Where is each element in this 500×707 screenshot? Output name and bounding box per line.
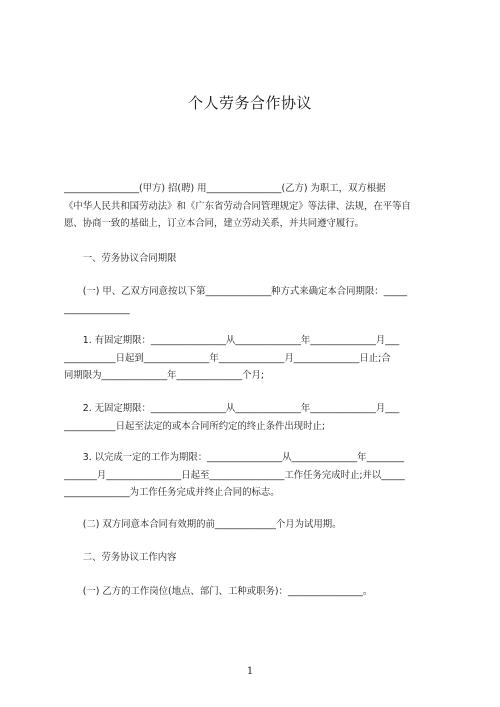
text-line: 1. 有固定期限：________________从______________年______________月___	[64, 335, 400, 346]
document-title: 个人劳务合作协议	[187, 94, 312, 112]
text-line: ___________日起到______________年______________月______________日止;合	[64, 352, 391, 364]
text-line: ______________	[64, 303, 130, 315]
text-line: ________________(甲方) 招(聘) 用________________(乙方) 为职工，双方根据	[64, 183, 386, 194]
page-number: 1	[246, 666, 254, 677]
section-heading-work-content	[64, 549, 444, 567]
paragraph-job-position	[64, 583, 444, 601]
paragraph-task-term	[64, 449, 444, 502]
paragraph-open-term	[64, 400, 444, 435]
text-line: 愿、协商一致的基础上，订立本合同，建立劳动关系，并共同遵守履行。	[64, 218, 365, 229]
section-heading-term	[64, 250, 444, 268]
text-line: 《中华人民共和国劳动法》和《广东省劳动合同管理规定》等法律、法规，在平等自	[64, 200, 411, 212]
paragraph-intro	[64, 180, 444, 233]
text-line: (一) 甲、乙双方同意按以下第______________种方式来确定本合同期限：_____	[64, 286, 408, 297]
text-line: (二) 双方同意本合同有效期的前_____________个月为试用期。	[64, 519, 342, 530]
text-line: ___________日起至法定的或本合同所约定的终止条件出现时止;	[64, 420, 325, 432]
text-line: _______月________________日起至________________工作任务完成时止;并以_____	[64, 469, 405, 481]
text-line: 2. 无固定期限：________________从______________年______________月___	[64, 403, 400, 414]
text-line: 一、劳务协议合同期限	[64, 253, 177, 264]
text-line: 3. 以完成一定的工作为期限：________________从______________年________	[64, 452, 405, 463]
text-line: (一) 乙方的工作岗位(地点、部门、工种或职务)：________________。	[64, 586, 373, 597]
paragraph-probation	[64, 516, 444, 534]
text-line: 二、劳务协议工作内容	[64, 552, 177, 563]
text-line: 同期限为______________年______________个月;	[64, 370, 265, 381]
paragraph-fixed-term	[64, 332, 444, 385]
paragraph-term-method	[64, 283, 444, 318]
text-line: ______________为工作任务完成并终止合同的标志。	[64, 487, 280, 498]
